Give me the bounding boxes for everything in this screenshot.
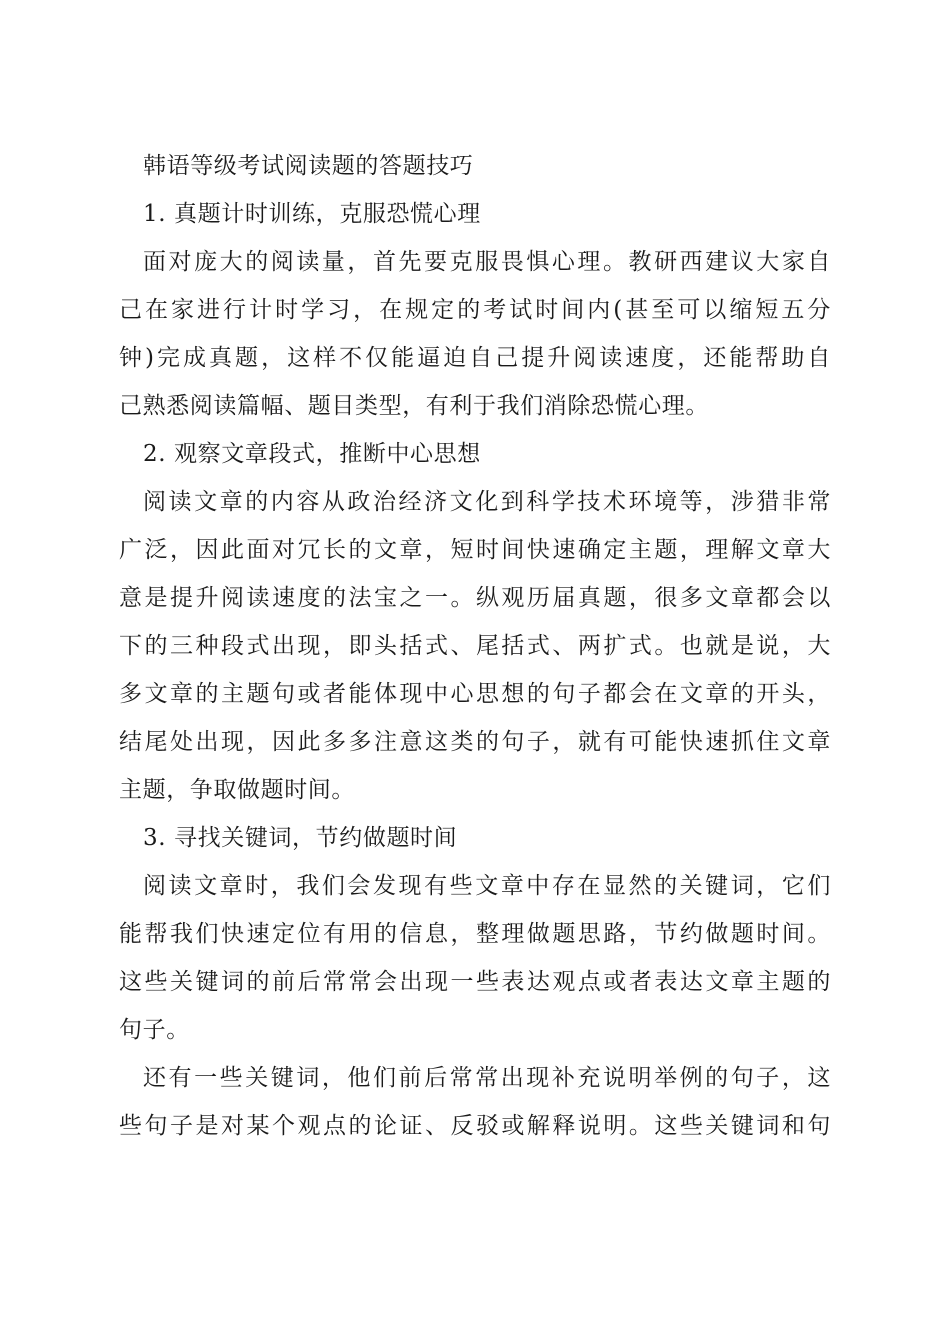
paragraph-line: 多文章的主题句或者能体现中心思想的句子都会在文章的开头， [119, 681, 831, 707]
paragraph-line: 结尾处出现，因此多多注意这类的句子，就有可能快速抓住文章 [119, 729, 831, 755]
paragraph [119, 1054, 831, 1150]
paragraph [119, 862, 831, 1054]
paragraph-line: 广泛，因此面对冗长的文章，短时间快速确定主题，理解文章大 [119, 537, 831, 563]
paragraph-line: 面对庞大的阅读量，首先要克服畏惧心理。教研西建议大家自 [143, 249, 831, 275]
paragraph-line: 阅读文章时，我们会发现有些文章中存在显然的关键词，它们 [143, 873, 831, 899]
section-heading-1: 1. 真题计时训练，克服恐慌心理 [143, 201, 481, 227]
paragraph-line: 主题，争取做题时间。 [119, 777, 355, 803]
paragraph [119, 478, 831, 814]
document-body [119, 142, 831, 1150]
document-title: 韩语等级考试阅读题的答题技巧 [143, 153, 474, 179]
paragraph-line: 句子。 [119, 1017, 190, 1043]
paragraph-line: 这些关键词的前后常常会出现一些表达观点或者表达文章主题的 [119, 969, 831, 995]
paragraph-line: 能帮我们快速定位有用的信息，整理做题思路，节约做题时间。 [119, 921, 831, 947]
section-heading-2: 2. 观察文章段式，推断中心思想 [143, 441, 481, 467]
paragraph-line: 还有一些关键词，他们前后常常出现补充说明举例的句子，这 [143, 1065, 831, 1091]
paragraph-line: 意是提升阅读速度的法宝之一。纵观历届真题，很多文章都会以 [119, 585, 831, 611]
paragraph-line: 阅读文章的内容从政治经济文化到科学技术环境等，涉猎非常 [143, 489, 831, 515]
paragraph-line: 己熟悉阅读篇幅、题目类型，有利于我们消除恐慌心理。 [119, 393, 709, 419]
paragraph [119, 238, 831, 430]
section-heading-3: 3. 寻找关键词，节约做题时间 [143, 825, 458, 851]
paragraph-line: 钟)完成真题，这样不仅能逼迫自己提升阅读速度，还能帮助自 [119, 345, 831, 371]
paragraph-line: 己在家进行计时学习，在规定的考试时间内(甚至可以缩短五分 [119, 297, 831, 323]
paragraph-line: 下的三种段式出现，即头括式、尾括式、两扩式。也就是说，大 [119, 633, 831, 659]
paragraph-line: 些句子是对某个观点的论证、反驳或解释说明。这些关键词和句 [119, 1113, 831, 1139]
